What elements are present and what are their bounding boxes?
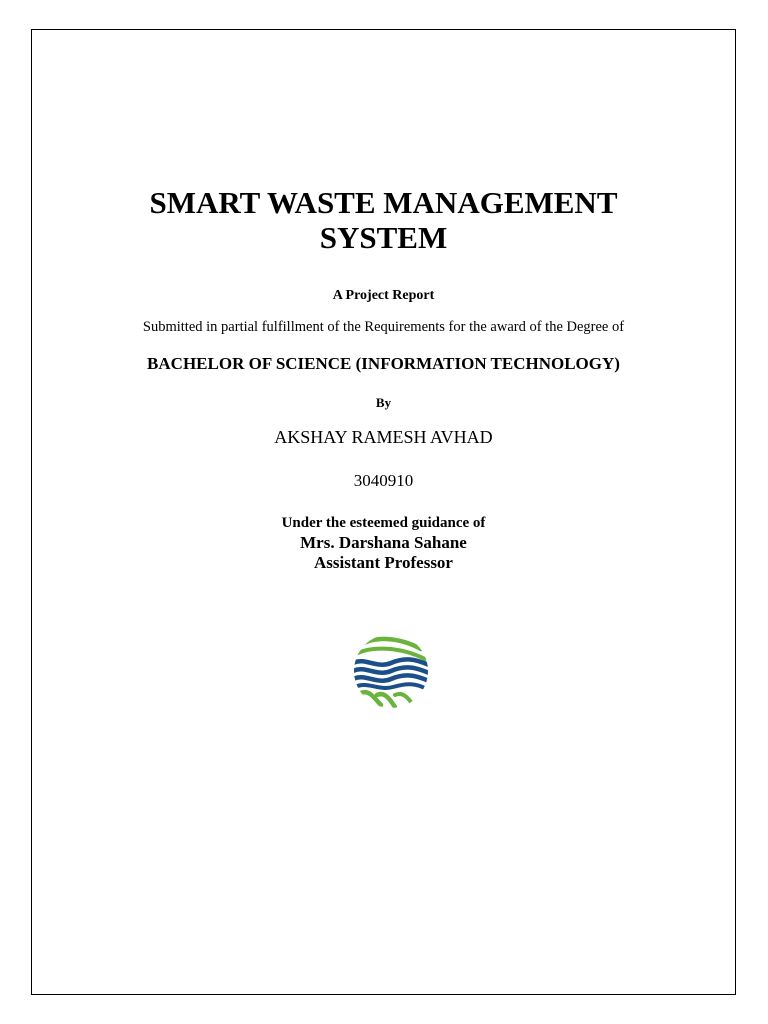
report-type: A Project Report <box>332 288 435 303</box>
roll-number: 3040910 <box>353 471 414 490</box>
logo-blue-wave-4 <box>355 684 427 689</box>
author-name: AKSHAY RAMESH AVHAD <box>274 427 493 447</box>
logo-blue-wave-2 <box>353 667 429 673</box>
university-emblem-icon <box>351 633 431 709</box>
logo-green-leaf-3 <box>395 694 413 705</box>
logo-blue-wave-1 <box>353 659 429 665</box>
logo-blue-wave-3 <box>353 675 429 681</box>
page-border <box>31 29 736 995</box>
title-line-1: SMART WASTE MANAGEMENT <box>149 185 618 220</box>
logo-green-arc-2 <box>354 649 425 659</box>
degree-name: BACHELOR OF SCIENCE (INFORMATION TECHNOLOGY) <box>147 354 620 373</box>
guide-name: Mrs. Darshana Sahane <box>300 533 467 552</box>
submission-statement: Submitted in partial fulfillment of the Requirements for the award of the Degree of <box>142 319 625 335</box>
by-label: By <box>375 395 392 410</box>
guide-designation: Assistant Professor <box>314 553 453 572</box>
guidance-label: Under the esteemed guidance of <box>281 515 486 531</box>
report-title <box>31 185 736 255</box>
title-line-2: SYSTEM <box>319 220 448 255</box>
